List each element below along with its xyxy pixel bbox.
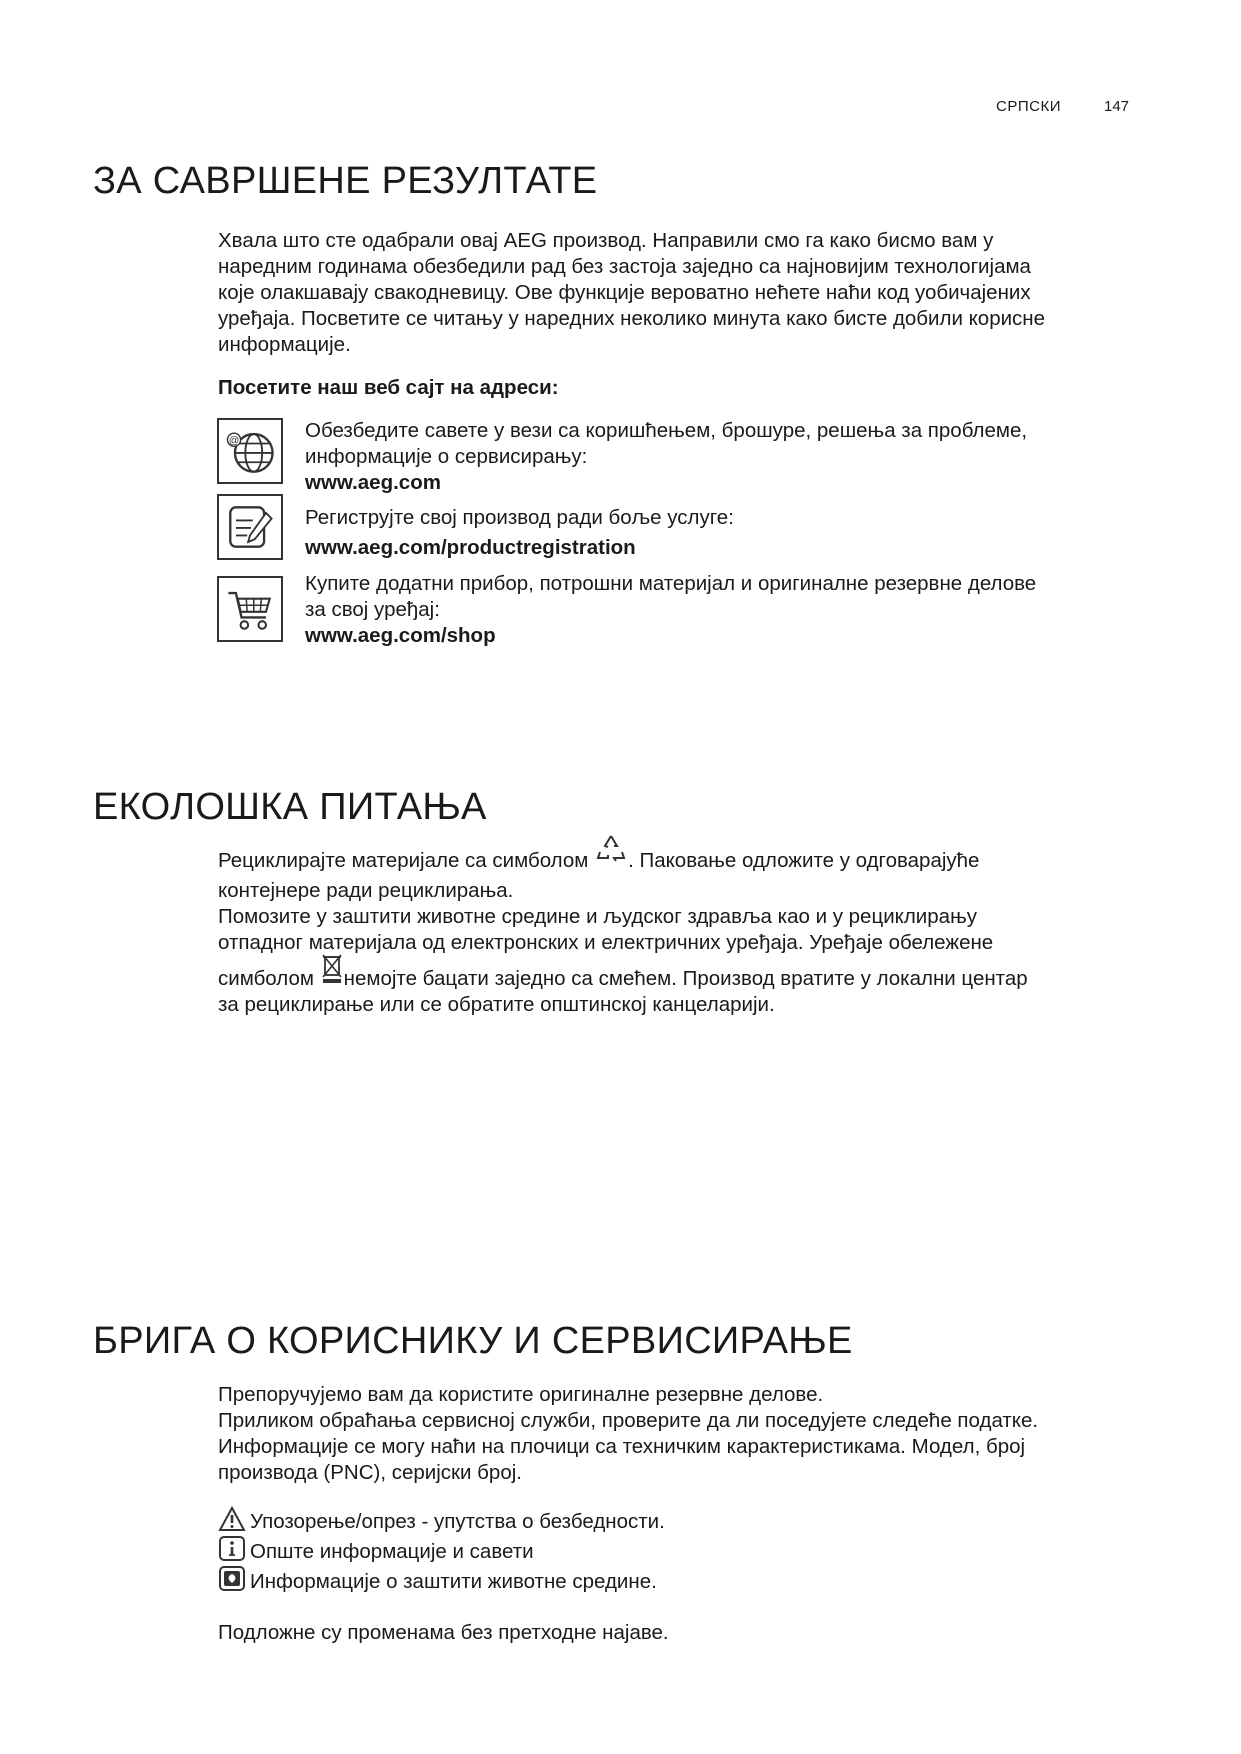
info-icon <box>218 1536 246 1569</box>
link-aeg[interactable]: www.aeg.com <box>305 471 441 494</box>
ecology-text: . Паковање одложите у одговарајуће <box>628 849 980 872</box>
shopping-cart-icon <box>217 576 283 642</box>
warning-icon <box>218 1506 246 1539</box>
link-row-register <box>305 505 734 561</box>
section-title-ecology: ЕКОЛОШКА ПИТАЊА <box>93 786 487 828</box>
link-description: Купите додатни прибор, потрошни материјал и оригиналне резервне делове <box>305 572 1037 595</box>
legend-item-environment: Информације о заштити животне средине. <box>218 1566 657 1599</box>
recycle-icon <box>594 832 628 873</box>
ecology-text: контејнере ради рециклирања. <box>218 879 514 902</box>
ecology-text: Помозите у заштити животне средине и људског здравља као и у рециклирању <box>218 905 977 928</box>
globe-icon <box>217 418 283 484</box>
footer-note: Подложне су променама без претходне најаве. <box>218 1621 669 1644</box>
ecology-text: за рециклирање или се обратите општинској канцеларији. <box>218 993 775 1017</box>
link-shop[interactable]: www.aeg.com/shop <box>305 624 496 647</box>
link-description: Региструјте свој производ ради боље услуге: <box>305 506 734 529</box>
ecology-text: симболом <box>218 967 314 990</box>
register-icon <box>217 494 283 560</box>
ecology-text: отпадног материјала од електронских и електричних уређаја. Уређаје обележене <box>218 931 994 954</box>
header-language: СРПСКИ <box>996 98 1061 115</box>
ecology-text: Рециклирајте материјале са симболом <box>218 849 589 872</box>
section-title-customer-care: БРИГА О КОРИСНИКУ И СЕРВИСИРАЊЕ <box>93 1320 853 1362</box>
intro-line: информације. <box>218 333 351 356</box>
legend-item-info: Опште информације и савети <box>218 1536 534 1569</box>
page-number: 147 <box>1104 98 1130 115</box>
care-text: Приликом обраћања сервисној служби, проверите да ли поседујете следеће податке. <box>218 1409 1039 1432</box>
customer-care-paragraph <box>218 1382 1038 1486</box>
link-row-shop <box>305 571 1036 649</box>
visit-website-label: Посетите наш веб сајт на адреси: <box>218 376 559 399</box>
intro-line: уређаја. Посветите се читању у наредних неколико минута како бисте добили корисне <box>218 307 1046 330</box>
link-row-support <box>305 418 1027 496</box>
care-text: Препоручујемо вам да користите оригиналне резервне делове. <box>218 1383 824 1406</box>
crossed-bin-icon <box>320 953 344 992</box>
environment-icon <box>218 1566 246 1599</box>
ecology-text: немојте бацати заједно са смећем. Производ вратите у локални центар <box>343 967 1028 990</box>
intro-paragraph <box>218 228 1045 358</box>
intro-line: које олакшавају свакодневицу. Ове функције вероватно нећете наћи код уобичајених <box>218 281 1031 304</box>
link-description: за свој уређај: <box>305 598 440 621</box>
section-title-results: ЗА САВРШЕНЕ РЕЗУЛТАТЕ <box>93 160 598 202</box>
link-productregistration[interactable]: www.aeg.com/productregistration <box>305 536 636 559</box>
intro-line: Хвала што сте одабрали овај AEG производ. Направили смо га како бисмо вам у <box>218 229 994 252</box>
ecology-paragraph <box>218 848 1118 1018</box>
legend-item-warning: Упозорење/опрез - упутства о безбедности. <box>218 1506 665 1539</box>
intro-line: наредним годинама обезбедили рад без застоја заједно са најновијим технологијама <box>218 255 1031 278</box>
svg-text:@: @ <box>228 435 240 447</box>
care-text: производа (PNC), серијски број. <box>218 1461 522 1484</box>
care-text: Информације се могу наћи на плочици са техничким карактеристикама. Модел, број <box>218 1435 1026 1458</box>
link-description: информације о сервисирању: <box>305 445 588 468</box>
link-description: Обезбедите савете у вези са коришћењем, брошуре, решења за проблеме, <box>305 419 1028 442</box>
